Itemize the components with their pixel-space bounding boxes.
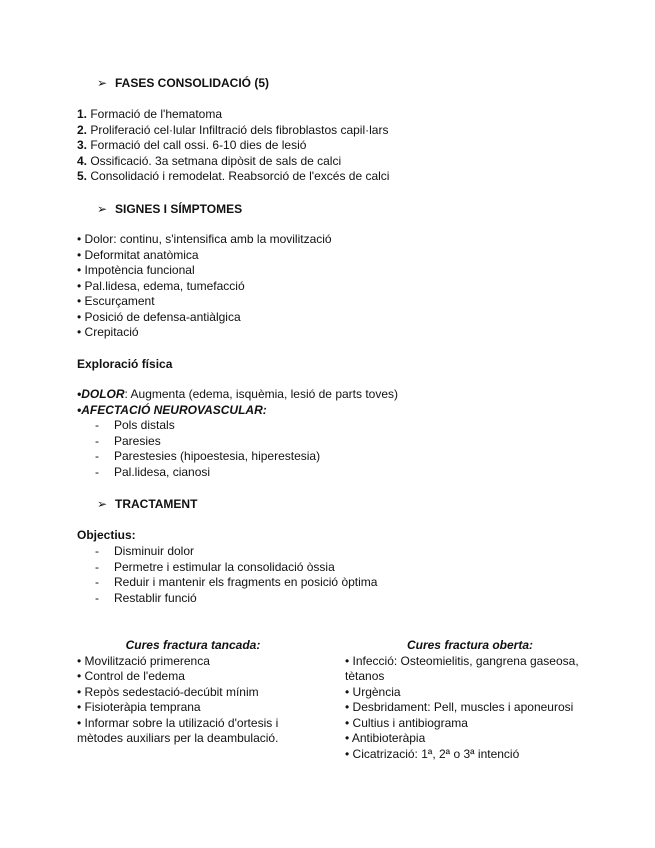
afectacio-label: •AFECTACIÓ NEUROVASCULAR:	[77, 402, 267, 417]
arrow-bullet-icon: ➢	[97, 497, 108, 511]
heading-signes-simptomes	[97, 202, 242, 218]
list-item	[95, 449, 320, 465]
list-item-text: Paresies	[114, 433, 161, 448]
list-item: • Pal.lidesa, edema, tumefacció	[77, 278, 245, 293]
dash-bullet: -	[95, 575, 99, 589]
list-item	[77, 169, 389, 185]
heading-fases-title: FASES CONSOLIDACIÓ (5)	[115, 76, 270, 90]
list-item-text: Formació de l'hematoma	[87, 107, 223, 121]
dash-bullet: -	[95, 544, 99, 558]
arrow-bullet-icon: ➢	[97, 76, 108, 90]
list-item: • Cultius i antibiograma	[345, 715, 468, 730]
list-item: • Repòs sedestació-decúbit mínim	[77, 684, 259, 699]
heading-tractament	[97, 497, 197, 513]
cures-tancada-title: Cures fractura tancada:	[125, 638, 261, 652]
list-item-number: 4.	[77, 153, 88, 168]
arrow-bullet-icon: ➢	[97, 202, 108, 216]
objectius-list	[95, 544, 377, 606]
list-item: • Cicatrizació: 1ª, 2ª o 3ª intenció	[345, 746, 520, 761]
list-item-number: 3.	[77, 138, 88, 152]
dash-bullet: -	[95, 559, 99, 574]
cures-oberta-title: Cures fractura oberta:	[406, 638, 534, 652]
exploracio-dolor	[77, 387, 398, 418]
list-item: • Control de l'edema	[77, 669, 185, 683]
list-item-text: Pols distals	[114, 418, 175, 432]
list-item: • Infecció: Osteomielitis, gangrena gaseosa, tètanos	[345, 653, 579, 683]
list-item: • Informar sobre la utilizació d'ortesis i mètodes auxiliars per la deambulació.	[77, 715, 279, 745]
list-item-text: Disminuir dolor	[114, 544, 195, 558]
list-item-text: Proliferació cel·lular Infiltració dels fibroblastos capil·lars	[87, 122, 389, 137]
list-item: • Escurçament	[77, 294, 155, 308]
list-item: • Impotència funcional	[77, 263, 195, 277]
neurovascular-list	[95, 418, 320, 480]
list-item	[77, 123, 389, 139]
cures-tancada-column	[77, 638, 309, 747]
objectius-title: Objectius:	[77, 528, 136, 542]
list-item	[95, 434, 320, 450]
list-item: • Crepitació	[77, 325, 139, 339]
list-item-text: Restablir funció	[114, 590, 197, 605]
list-item-text: Parestesies (hipoestesia, hiperestesia)	[114, 449, 321, 463]
dash-bullet: -	[95, 464, 99, 479]
signes-list	[77, 232, 332, 341]
list-item: • Antibioteràpia	[345, 731, 426, 745]
list-item	[77, 154, 389, 170]
list-item-text: Consolidació i remodelat. Reabsorció de l'excés de calci	[87, 169, 390, 183]
dolor-text: : Augmenta (edema, isquèmia, lesió de parts toves)	[124, 387, 399, 401]
list-item: • Urgència	[345, 684, 401, 699]
list-item	[95, 560, 377, 576]
cures-oberta-column	[345, 638, 595, 762]
list-item: • Posició de defensa-antiàlgica	[77, 309, 241, 324]
list-item	[95, 418, 320, 434]
list-item: • Movilització primerenca	[77, 653, 210, 668]
heading-tractament-title: TRACTAMENT	[115, 497, 198, 511]
list-item-number: 5.	[77, 169, 88, 183]
list-item: • Deformitat anatòmica	[77, 247, 199, 262]
dash-bullet: -	[95, 418, 99, 432]
list-item-number: 1.	[77, 107, 88, 121]
list-item	[77, 138, 389, 154]
list-item	[95, 544, 377, 560]
list-item-text: Pal.lidesa, cianosi	[114, 464, 211, 479]
dash-bullet: -	[95, 433, 99, 448]
list-item: • Fisioteràpia temprana	[77, 700, 201, 714]
list-item: • Desbridament: Pell, muscles i aponeurosi	[345, 700, 574, 714]
dash-bullet: -	[95, 590, 99, 605]
heading-fases-consolidacio	[97, 76, 269, 92]
list-item-text: Ossificació. 3a setmana dipòsit de sals de calci	[87, 153, 342, 168]
dolor-line	[77, 387, 398, 403]
list-item	[95, 465, 320, 481]
list-item-text: Reduir i mantenir els fragments en posició òptima	[114, 575, 378, 589]
heading-signes-title: SIGNES I SÍMPTOMES	[115, 202, 243, 216]
list-item-number: 2.	[77, 122, 88, 137]
fases-list	[77, 107, 389, 185]
list-item	[95, 575, 377, 591]
list-item: • Dolor: continu, s'intensifica amb la movilització	[77, 232, 332, 246]
list-item	[95, 591, 377, 607]
list-item	[77, 107, 389, 123]
list-item-text: Permetre i estimular la consolidació òssia	[114, 559, 335, 574]
dolor-label: •DOLOR	[77, 387, 125, 401]
exploracio-title: Exploració física	[77, 357, 173, 371]
list-item-text: Formació del call ossi. 6-10 dies de lesió	[87, 138, 307, 152]
dash-bullet: -	[95, 449, 99, 463]
